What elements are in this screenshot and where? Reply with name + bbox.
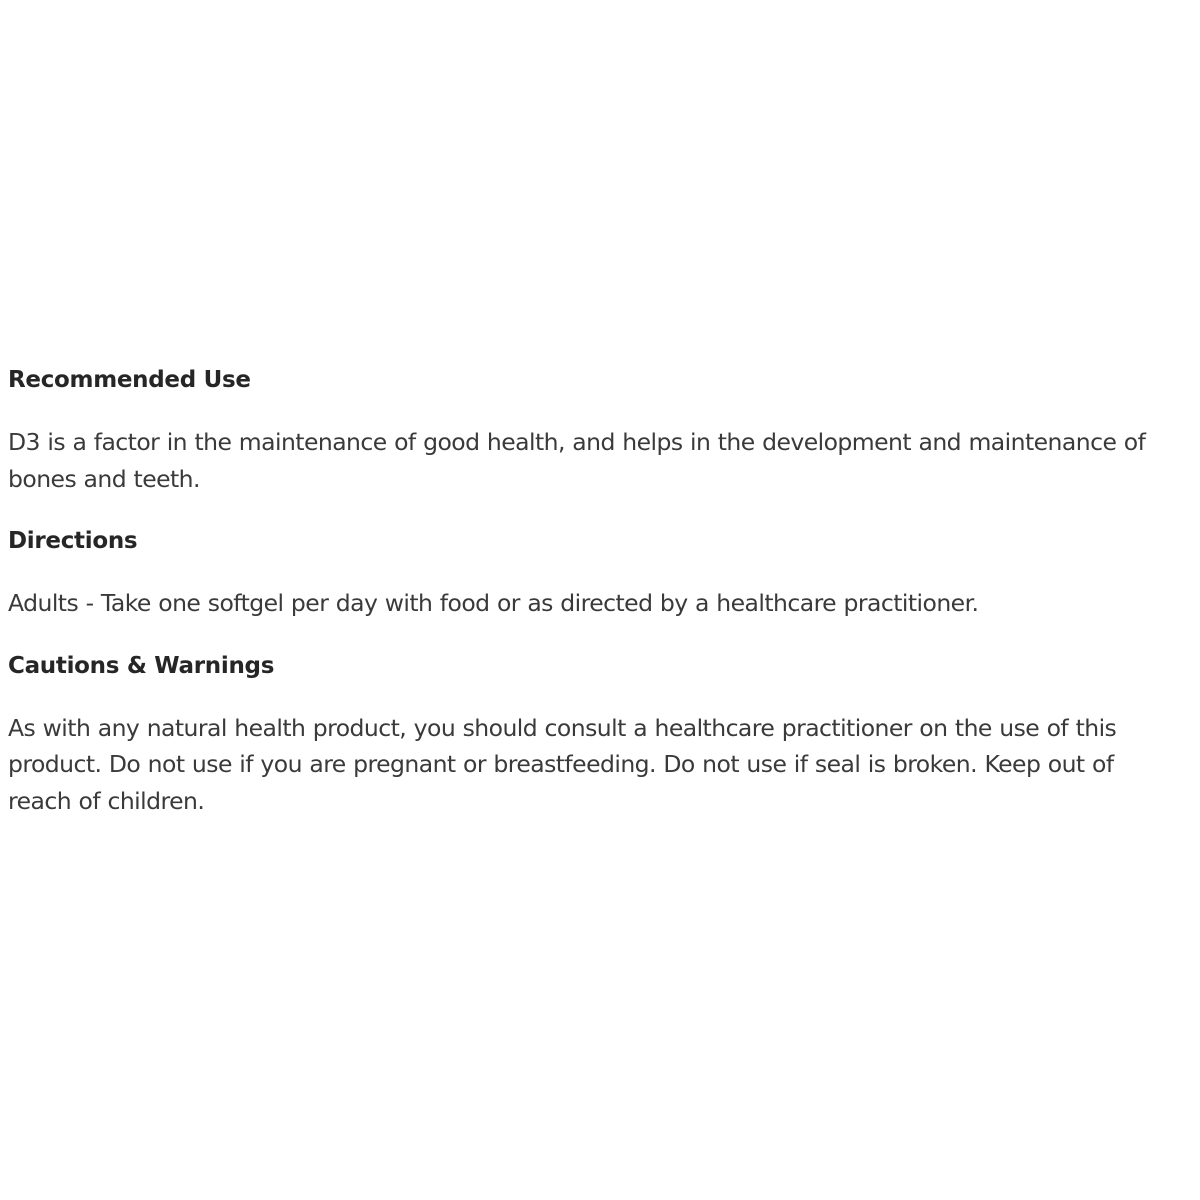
text-line: bones and teeth.	[8, 464, 200, 493]
recommended-use-heading: Recommended Use	[8, 367, 251, 393]
directions-heading: Directions	[8, 528, 138, 554]
text-line: reach of children.	[8, 786, 205, 815]
cautions-warnings-heading: Cautions & Warnings	[8, 652, 275, 679]
directions-text	[8, 585, 1198, 622]
text-line: Adults - Take one softgel per day with food or as directed by a healthcare practitioner.	[8, 589, 979, 617]
recommended-use-text	[8, 424, 1198, 497]
text-line: D3 is a factor in the maintenance of good health, and helps in the development and maintenance of	[8, 428, 1146, 456]
text-line: As with any natural health product, you should consult a healthcare practitioner on the use of this	[8, 713, 1117, 742]
cautions-warnings-text	[8, 710, 1198, 820]
product-info-content	[8, 362, 1198, 819]
text-line: product. Do not use if you are pregnant or breastfeeding. Do not use if seal is broken. Keep out of	[8, 750, 1114, 778]
